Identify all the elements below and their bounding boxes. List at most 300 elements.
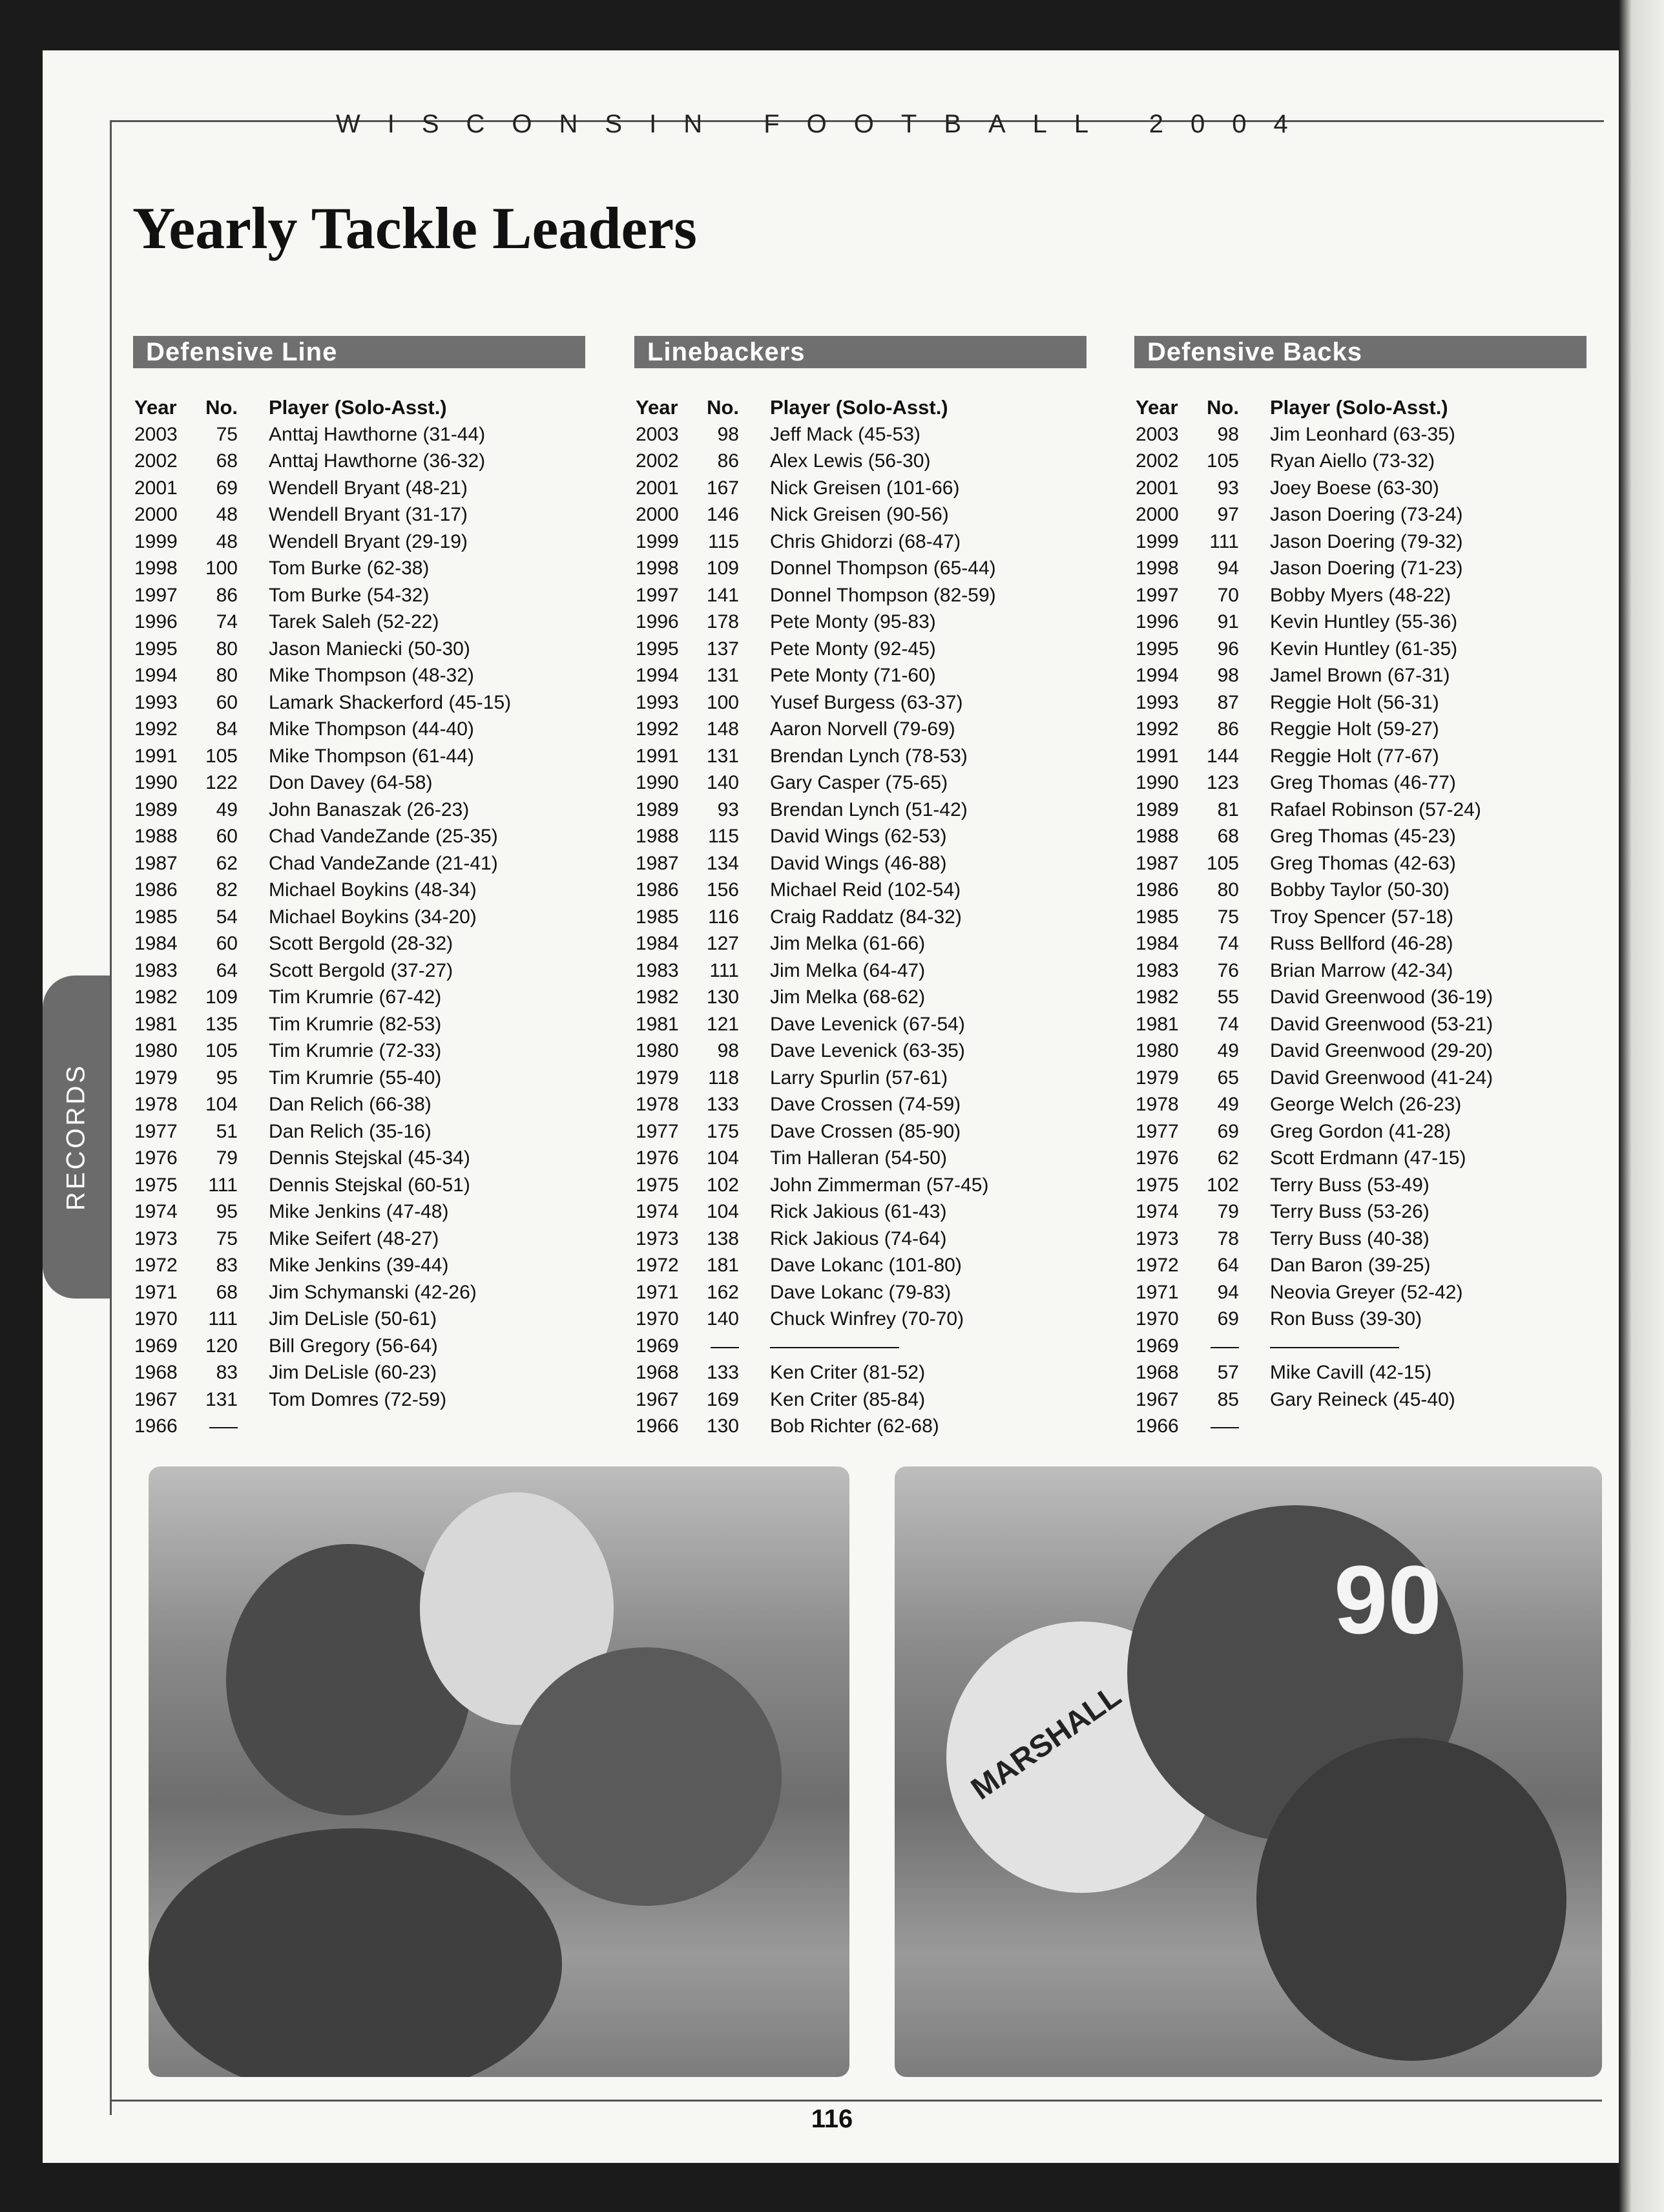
year-cell: 1976 (134, 1147, 178, 1169)
year-cell: 2003 (1136, 423, 1179, 445)
table-row (133, 1118, 585, 1145)
player-cell: Yusef Burgess (63-37) (770, 691, 963, 713)
table-row (1134, 1091, 1586, 1118)
table-row (634, 555, 1087, 582)
player-cell: Pete Monty (95-83) (770, 611, 936, 632)
year-cell: 1978 (1136, 1094, 1179, 1115)
tackles-cell: 104 (706, 1201, 739, 1222)
year-cell: 1985 (1136, 906, 1179, 928)
tackles-cell: 141 (706, 584, 739, 606)
tackles-cell: 102 (706, 1174, 739, 1196)
year-cell: 2003 (636, 423, 679, 445)
section-heading: Linebackers (634, 336, 1087, 368)
tackles-cell: 133 (706, 1094, 739, 1115)
table-row (634, 1252, 1087, 1279)
year-cell: 1974 (134, 1201, 178, 1222)
tackles-cell: 85 (1217, 1388, 1239, 1410)
tackles-cell (1187, 1333, 1270, 1360)
year-cell: 1982 (636, 986, 679, 1008)
tackles-cell: 167 (706, 477, 739, 499)
tackles-cell: 109 (706, 558, 739, 579)
player-silhouette (510, 1647, 782, 1906)
player-cell: Chris Ghidorzi (68-47) (770, 530, 961, 552)
table-row (1134, 1145, 1586, 1172)
footer-rule (110, 2100, 1602, 2102)
year-cell: 1976 (1136, 1147, 1179, 1169)
table-row (634, 877, 1087, 904)
player-cell: Dave Crossen (85-90) (770, 1120, 961, 1142)
tackles-cell: 105 (1206, 852, 1239, 874)
table-row (1134, 1333, 1586, 1360)
tackles-cell: 156 (706, 879, 739, 901)
player-cell: David Greenwood (41-24) (1270, 1067, 1493, 1089)
tackles-cell: 69 (1217, 1308, 1239, 1330)
player-cell: Tom Burke (62-38) (269, 558, 430, 579)
year-cell: 1984 (636, 933, 679, 954)
tackles-cell: 138 (706, 1227, 739, 1249)
tackle-table (1134, 394, 1586, 1440)
player-cell: Michael Boykins (48-34) (269, 879, 477, 901)
table-row (634, 1172, 1087, 1199)
player-cell: Dave Lokanc (79-83) (770, 1281, 952, 1303)
table-row (1134, 1011, 1586, 1038)
tackles-cell: 127 (706, 933, 739, 954)
player-cell: Jim Melka (61-66) (770, 933, 926, 954)
year-cell: 2000 (636, 504, 679, 525)
year-cell: 1989 (1136, 798, 1179, 820)
player-cell: Bobby Taylor (50-30) (1270, 879, 1450, 901)
tackles-cell: 115 (708, 826, 739, 847)
table-row (1134, 1038, 1586, 1065)
column-header-no: No. (205, 396, 238, 419)
year-cell: 1983 (636, 959, 679, 981)
tackle-table (634, 394, 1087, 1440)
tackles-cell: 60 (216, 933, 238, 954)
table-row (1134, 877, 1586, 904)
table-row (1134, 475, 1586, 502)
table-row (634, 448, 1087, 475)
table-row (634, 662, 1087, 689)
column-header-player: Player (Solo-Asst.) (770, 396, 948, 419)
player-cell: Jim Melka (68-62) (770, 986, 926, 1008)
player-cell: Larry Spurlin (57-61) (770, 1067, 948, 1089)
player-cell: Reggie Holt (77-67) (1270, 745, 1439, 767)
tackles-cell: 137 (706, 638, 739, 660)
table-row (133, 743, 585, 770)
year-cell: 1982 (1136, 986, 1179, 1008)
table-row (133, 1172, 585, 1199)
player-cell: Greg Thomas (45-23) (1270, 826, 1456, 847)
table-row (133, 582, 585, 609)
player-cell: David Greenwood (29-20) (1270, 1040, 1493, 1061)
player-cell: Neovia Greyer (52-42) (1270, 1281, 1463, 1303)
table-row (634, 823, 1087, 850)
table-row (634, 904, 1087, 931)
tackles-cell: 75 (216, 423, 238, 445)
blank-dash (711, 1333, 739, 1348)
year-cell: 1998 (636, 558, 679, 579)
table-row (133, 957, 585, 985)
tackles-cell: 81 (1217, 798, 1239, 820)
table-row (133, 1145, 585, 1172)
table-row (634, 930, 1087, 957)
player-cell: Dave Lokanc (101-80) (770, 1255, 962, 1276)
player-cell: Dan Baron (39-25) (1270, 1255, 1431, 1276)
column-header-year: Year (1136, 396, 1178, 419)
section-tab (43, 976, 110, 1299)
table-row (634, 1306, 1087, 1333)
year-cell: 1968 (636, 1362, 679, 1383)
table-row (133, 930, 585, 957)
year-cell: 1993 (636, 691, 679, 713)
year-cell: 1970 (636, 1308, 679, 1330)
tackles-cell: 133 (706, 1362, 739, 1383)
tackles-cell: 135 (205, 1013, 238, 1035)
table-row (634, 957, 1087, 985)
year-cell: 1968 (134, 1362, 178, 1383)
player-cell: Ken Criter (85-84) (770, 1388, 926, 1410)
tackles-cell: 74 (1217, 1013, 1239, 1035)
year-cell: 1967 (636, 1388, 679, 1410)
table-row (133, 1359, 585, 1386)
player-cell (1270, 1413, 1580, 1440)
year-cell: 1985 (134, 906, 178, 928)
tackles-cell: 98 (717, 1040, 739, 1061)
table-row (634, 1359, 1087, 1386)
tackles-cell: 93 (1217, 477, 1239, 499)
tackles-cell: 49 (1217, 1040, 1239, 1061)
blank-dash (209, 1413, 238, 1428)
year-cell: 2001 (1136, 477, 1179, 499)
player-cell: Jim Leonhard (63-35) (1270, 423, 1455, 445)
year-cell: 1993 (1136, 691, 1179, 713)
section-heading: Defensive Backs (1134, 336, 1586, 368)
player-cell: Aaron Norvell (79-69) (770, 718, 955, 740)
year-cell: 1973 (134, 1227, 178, 1249)
tackles-cell: 91 (1217, 611, 1239, 632)
table-row (1134, 769, 1586, 797)
year-cell: 1978 (636, 1094, 679, 1115)
year-cell: 1997 (636, 584, 679, 606)
player-cell: Terry Buss (40-38) (1270, 1227, 1430, 1249)
table-header (1134, 394, 1586, 421)
table-row (133, 475, 585, 502)
year-cell: 1989 (134, 798, 178, 820)
player-cell: Mike Cavill (42-15) (1270, 1362, 1432, 1383)
player-cell: Chad VandeZande (21-41) (269, 852, 498, 874)
table-row (133, 448, 585, 475)
player-cell: Tarek Saleh (52-22) (269, 611, 439, 632)
year-cell: 1990 (134, 772, 178, 793)
tackles-cell: 140 (706, 1308, 739, 1330)
year-cell: 1994 (636, 665, 679, 686)
player-cell: Don Davey (64-58) (269, 772, 433, 793)
player-cell: Lamark Shackerford (45-15) (269, 691, 512, 713)
tackles-cell: 75 (1217, 906, 1239, 928)
table-row (133, 1413, 585, 1440)
tackles-cell: 175 (706, 1120, 739, 1142)
player-cell: David Greenwood (36-19) (1270, 986, 1493, 1008)
year-cell: 1971 (1136, 1281, 1179, 1303)
column-header-player: Player (Solo-Asst.) (1270, 396, 1448, 419)
year-cell: 2000 (134, 504, 178, 525)
table-row (634, 421, 1087, 448)
table-row (634, 528, 1087, 556)
table-row (634, 1279, 1087, 1306)
player-cell: Chad VandeZande (25-35) (269, 826, 498, 847)
player-cell: Jim DeLisle (50-61) (269, 1308, 437, 1330)
tackle-table (133, 394, 585, 1440)
player-cell: Gary Reineck (45-40) (1270, 1388, 1455, 1410)
player-cell: Brian Marrow (42-34) (1270, 959, 1453, 981)
year-cell: 2001 (134, 477, 178, 499)
table-row (133, 877, 585, 904)
year-cell: 1974 (1136, 1201, 1179, 1222)
year-cell: 1980 (1136, 1040, 1179, 1061)
tackles-cell: 111 (208, 1308, 238, 1330)
year-cell: 1997 (134, 584, 178, 606)
tackles-cell: 69 (216, 477, 238, 499)
tackles-cell: 64 (1217, 1255, 1239, 1276)
player-cell: Dennis Stejskal (60-51) (269, 1174, 470, 1196)
year-cell: 1997 (1136, 584, 1179, 606)
table-row (634, 1038, 1087, 1065)
table-row (133, 1333, 585, 1360)
tackles-cell: 104 (205, 1094, 238, 1115)
year-cell: 1976 (636, 1147, 679, 1169)
tackles-cell: 86 (717, 450, 739, 472)
tackles-cell: 68 (216, 1281, 238, 1303)
tackles-cell: 62 (216, 852, 238, 874)
player-cell: Ryan Aiello (73-32) (1270, 450, 1435, 472)
table-row (634, 769, 1087, 797)
player-cell: David Wings (46-88) (770, 852, 947, 874)
tackles-cell: 54 (216, 906, 238, 928)
player-cell: George Welch (26-23) (1270, 1094, 1462, 1115)
column-header-year: Year (134, 396, 177, 419)
player-cell: Chuck Winfrey (70-70) (770, 1308, 964, 1330)
tackles-cell: 69 (1217, 1120, 1239, 1142)
year-cell: 1986 (636, 879, 679, 901)
player-cell: John Zimmerman (57-45) (770, 1174, 989, 1196)
year-cell: 1988 (636, 826, 679, 847)
year-cell: 1980 (636, 1040, 679, 1061)
year-cell: 1982 (134, 986, 178, 1008)
tackles-cell: 64 (216, 959, 238, 981)
tackles-cell: 121 (706, 1013, 739, 1035)
tackles-cell: 134 (706, 852, 739, 874)
player-cell: Reggie Holt (56-31) (1270, 691, 1439, 713)
year-cell: 1990 (1136, 772, 1179, 793)
year-cell: 1972 (1136, 1255, 1179, 1276)
year-cell: 1979 (134, 1067, 178, 1089)
player-cell: Wendell Bryant (31-17) (269, 504, 468, 525)
player-cell: Scott Bergold (37-27) (269, 959, 453, 981)
year-cell: 1981 (1136, 1013, 1179, 1035)
tackles-cell: 68 (216, 450, 238, 472)
table-row (1134, 1118, 1586, 1145)
player-cell: Jim Melka (64-47) (770, 959, 926, 981)
year-cell: 1992 (134, 718, 178, 740)
table-row (1134, 1172, 1586, 1199)
player-cell: Jason Doering (79-32) (1270, 530, 1463, 552)
year-cell: 1967 (134, 1388, 178, 1410)
table-row (133, 1198, 585, 1226)
player-cell: Dan Relich (66-38) (269, 1094, 432, 1115)
table-row (1134, 1252, 1586, 1279)
year-cell: 1969 (1136, 1335, 1179, 1357)
tackles-cell: 68 (1217, 826, 1239, 847)
player-cell: Brendan Lynch (51-42) (770, 798, 968, 820)
table-row (1134, 421, 1586, 448)
year-cell: 1966 (134, 1415, 178, 1437)
table-row (1134, 1413, 1586, 1440)
player-cell: Pete Monty (71-60) (770, 665, 936, 686)
column-header-player: Player (Solo-Asst.) (269, 396, 447, 419)
year-cell: 1994 (134, 665, 178, 686)
tackles-cell: 98 (717, 423, 739, 445)
tackles-cell: 51 (216, 1120, 238, 1142)
tackles-cell: 95 (216, 1201, 238, 1222)
year-cell: 1987 (134, 852, 178, 874)
tackles-cell: 75 (216, 1227, 238, 1249)
player-cell: Ron Buss (39-30) (1270, 1308, 1422, 1330)
player-cell: Alex Lewis (56-30) (770, 450, 931, 472)
table-row (1134, 743, 1586, 770)
player-cell: Mike Thompson (48-32) (269, 665, 474, 686)
table-row (634, 984, 1087, 1011)
year-cell: 1973 (636, 1227, 679, 1249)
player-cell: Russ Bellford (46-28) (1270, 933, 1453, 954)
year-cell: 1999 (1136, 530, 1179, 552)
table-row (634, 636, 1087, 663)
tackles-cell: 105 (205, 745, 238, 767)
table-row (133, 636, 585, 663)
tackles-cell: 78 (1217, 1227, 1239, 1249)
tackles-cell: 48 (216, 504, 238, 525)
table-row (1134, 904, 1586, 931)
tackles-cell: 118 (708, 1067, 739, 1089)
year-cell: 1999 (134, 530, 178, 552)
tackles-cell: 111 (208, 1174, 238, 1196)
player-cell: Dave Crossen (74-59) (770, 1094, 961, 1115)
player-cell: Bill Gregory (56-64) (269, 1335, 438, 1357)
table-row (634, 743, 1087, 770)
year-cell: 1977 (1136, 1120, 1179, 1142)
tackles-cell: 86 (1217, 718, 1239, 740)
tackles-cell: 97 (1217, 504, 1239, 525)
year-cell: 1975 (134, 1174, 178, 1196)
tackles-cell: 111 (709, 959, 739, 981)
table-row (133, 1226, 585, 1253)
tackles-cell: 130 (706, 1415, 739, 1437)
player-cell: Tim Halleran (54-50) (770, 1147, 947, 1169)
year-cell: 1988 (1136, 826, 1179, 847)
tackles-cell: 74 (216, 611, 238, 632)
player-cell: Kevin Huntley (61-35) (1270, 638, 1458, 660)
player-cell: John Banaszak (26-23) (269, 798, 470, 820)
tackles-cell: 96 (1217, 638, 1239, 660)
tackles-cell: 80 (1217, 879, 1239, 901)
year-cell: 1978 (134, 1094, 178, 1115)
table-row (634, 689, 1087, 716)
tackles-cell: 104 (706, 1147, 739, 1169)
player-cell: Craig Raddatz (84-32) (770, 906, 962, 928)
tackles-cell: 105 (205, 1040, 238, 1061)
table-row (634, 1065, 1087, 1092)
tackles-cell: 95 (216, 1067, 238, 1089)
blank-dash (1211, 1333, 1239, 1348)
table-row (634, 501, 1087, 528)
player-cell: David Wings (62-53) (770, 826, 947, 847)
tackles-cell: 115 (708, 530, 739, 552)
year-cell: 1979 (636, 1067, 679, 1089)
column-header-no: No. (707, 396, 739, 419)
tackles-cell: 98 (1217, 423, 1239, 445)
year-cell: 1987 (1136, 852, 1179, 874)
year-cell: 1969 (636, 1335, 679, 1357)
year-cell: 1992 (1136, 718, 1179, 740)
table-row (133, 904, 585, 931)
tackles-cell: 169 (706, 1388, 739, 1410)
column-header-no: No. (1207, 396, 1239, 419)
tackles-cell: 131 (706, 665, 739, 686)
player-cell (1270, 1333, 1580, 1360)
year-cell: 1966 (1136, 1415, 1179, 1437)
tackles-cell: 79 (216, 1147, 238, 1169)
table-row (133, 609, 585, 636)
player-cell: Dan Relich (35-16) (269, 1120, 432, 1142)
tackles-cell: 131 (205, 1388, 238, 1410)
section-1 (634, 336, 1087, 1440)
year-cell: 1971 (636, 1281, 679, 1303)
year-cell: 1970 (134, 1308, 178, 1330)
tackles-cell: 181 (706, 1255, 739, 1276)
blank-dash (1211, 1413, 1239, 1428)
year-cell: 1991 (636, 745, 679, 767)
year-cell: 1998 (1136, 558, 1179, 579)
year-cell: 1995 (1136, 638, 1179, 660)
player-cell: Brendan Lynch (78-53) (770, 745, 968, 767)
year-cell: 1990 (636, 772, 679, 793)
tackles-cell: 86 (216, 584, 238, 606)
year-cell: 2000 (1136, 504, 1179, 525)
player-cell: Mike Thompson (61-44) (269, 745, 474, 767)
tackles-cell: 109 (205, 986, 238, 1008)
table-row (1134, 448, 1586, 475)
tackles-cell: 111 (1209, 530, 1239, 552)
table-row (133, 1091, 585, 1118)
tackles-cell: 93 (717, 798, 739, 820)
player-cell: Bob Richter (62-68) (770, 1415, 939, 1437)
table-row (1134, 582, 1586, 609)
table-row (1134, 930, 1586, 957)
table-row (1134, 716, 1586, 743)
photo-left (149, 1466, 849, 2077)
tackles-cell: 140 (706, 772, 739, 793)
player-cell: David Greenwood (53-21) (1270, 1013, 1493, 1035)
player-cell: Ken Criter (81-52) (770, 1362, 926, 1383)
year-cell: 1973 (1136, 1227, 1179, 1249)
table-row (634, 1226, 1087, 1253)
tackles-cell: 55 (1217, 986, 1239, 1008)
player-cell: Rick Jakious (61-43) (770, 1201, 947, 1222)
player-silhouette (149, 1828, 562, 2077)
table-row (634, 475, 1087, 502)
table-row (1134, 609, 1586, 636)
year-cell: 1996 (1136, 611, 1179, 632)
table-row (1134, 1306, 1586, 1333)
